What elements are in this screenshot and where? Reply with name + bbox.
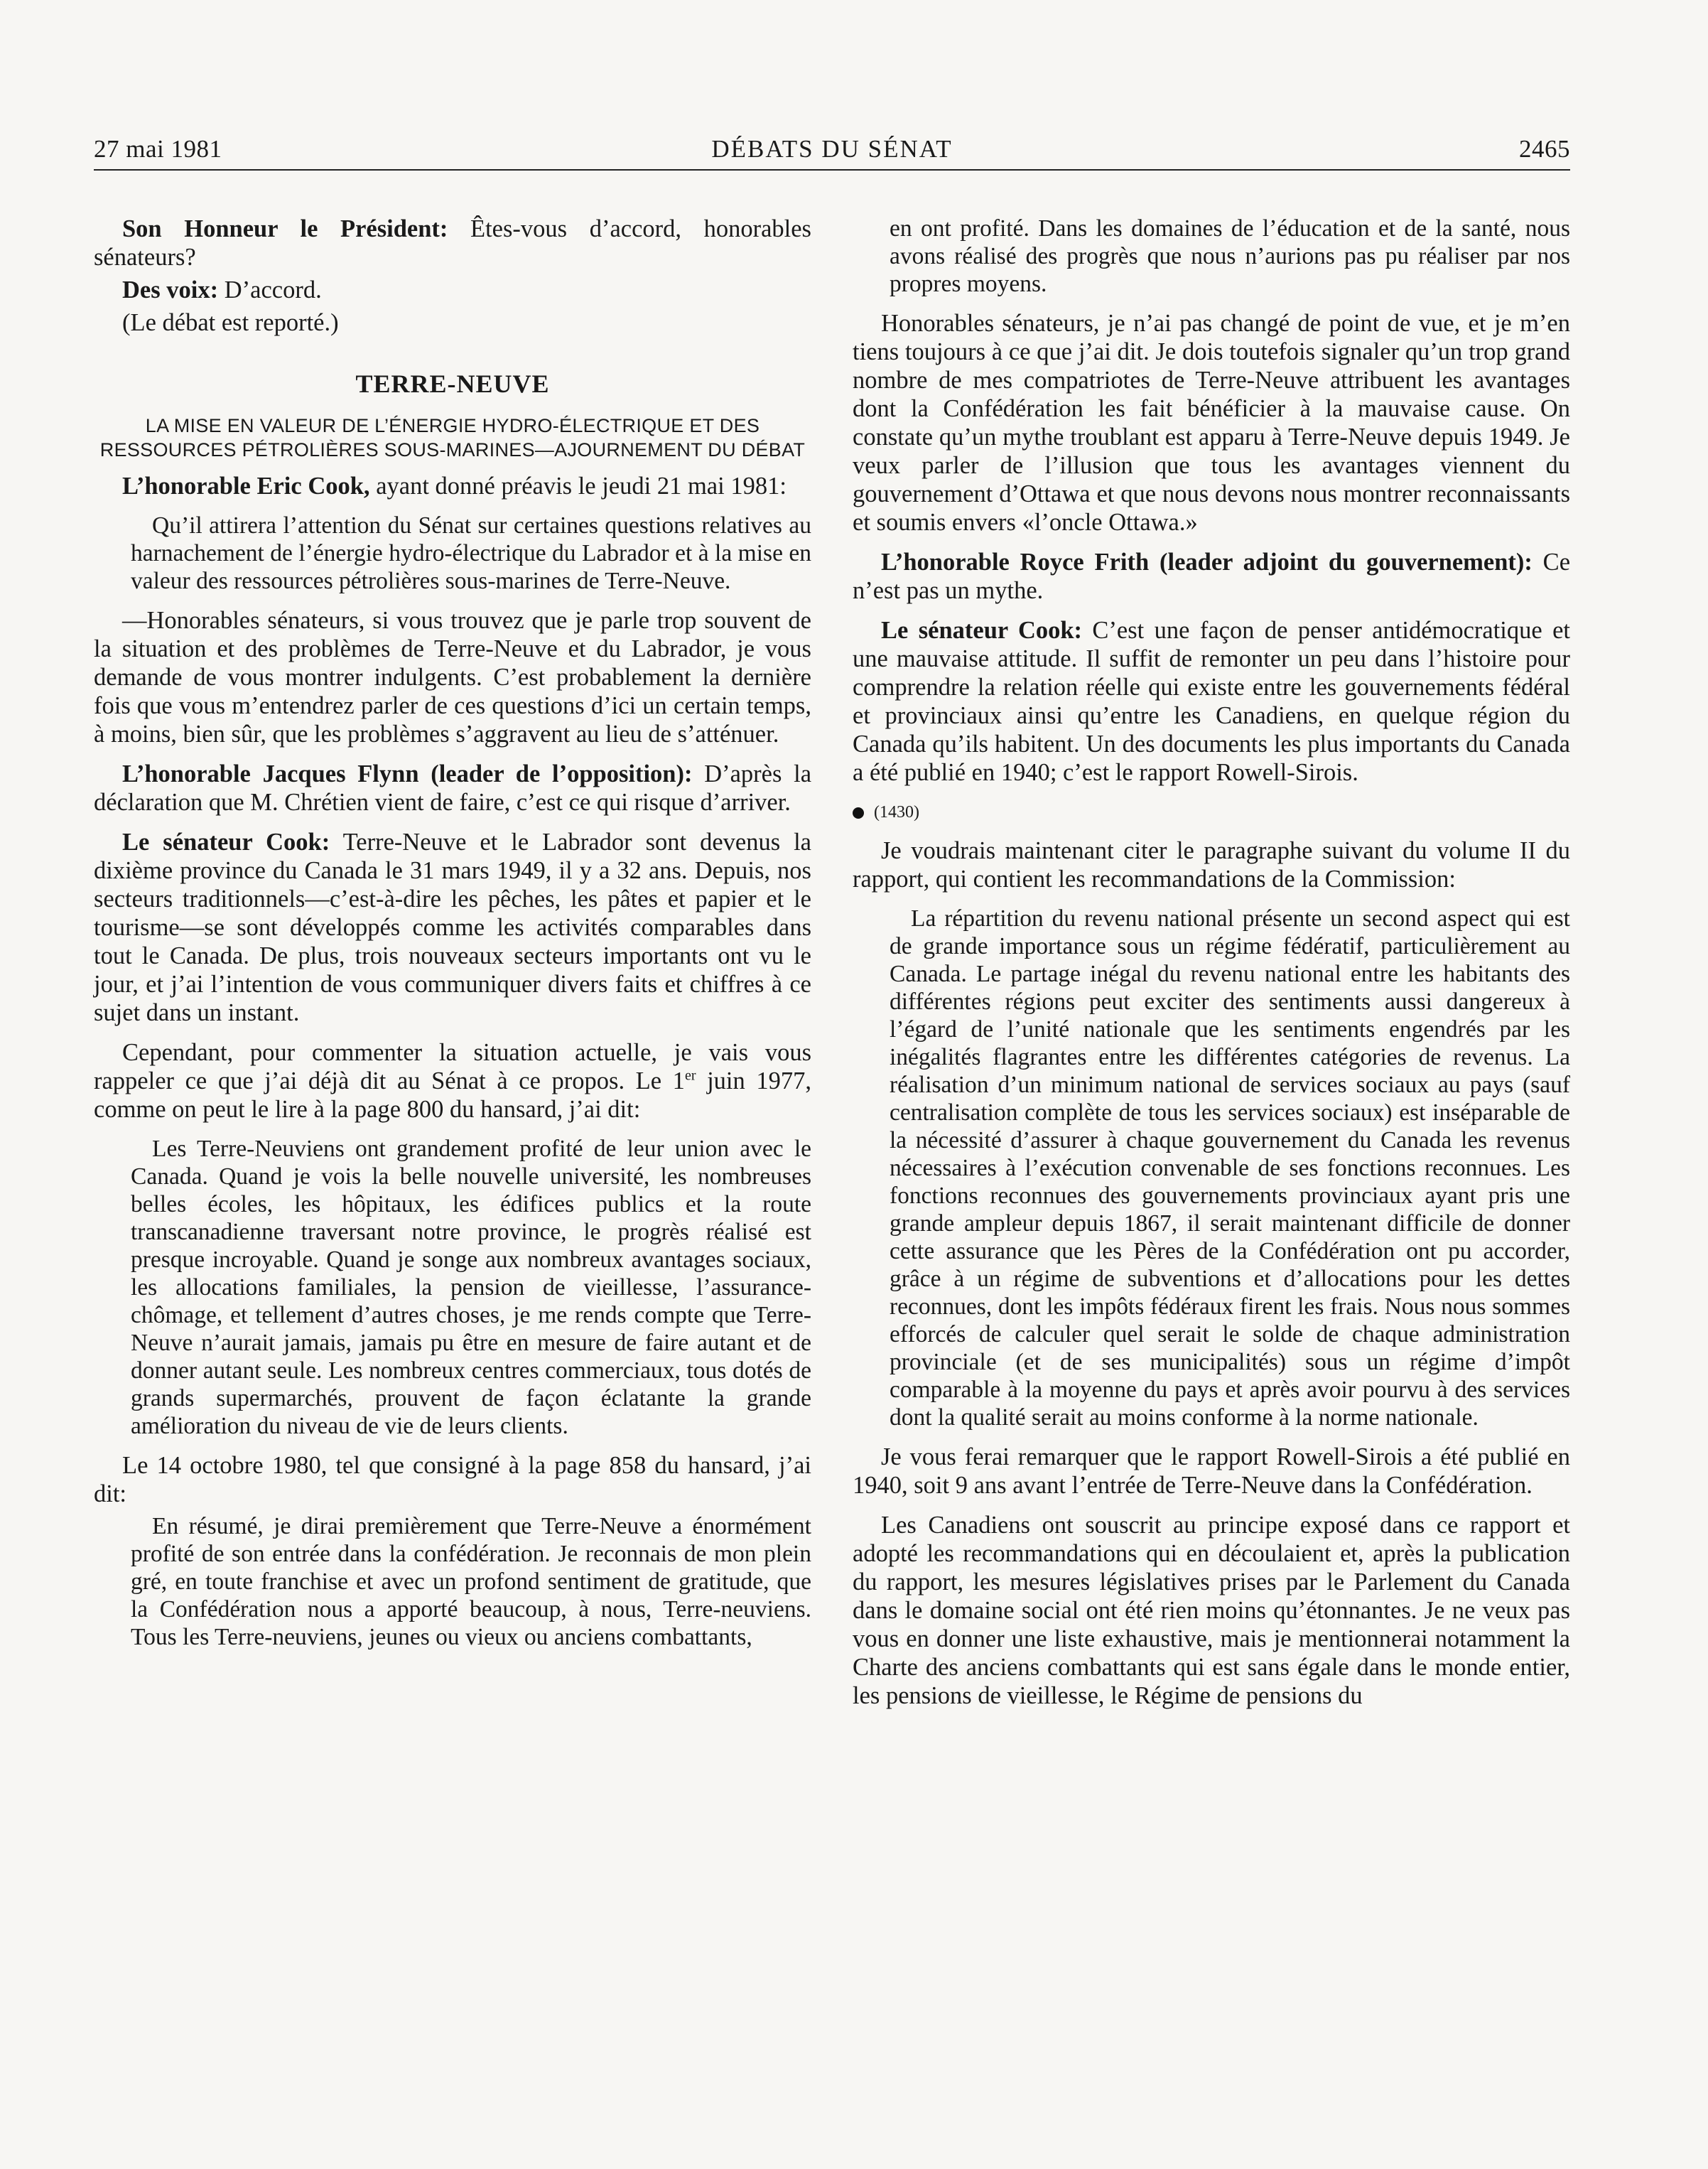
hansard-quote: Les Terre-Neuviens ont grandement profité de leur union avec le Canada. Quand je vois la belle nouvelle université, les nombreuses belles écoles, les hôpitaux, les édifices publics et la route transcanadienne traversant notre province, le progrès réalisé est presque incroyable. Quand je songe aux nombreux avantages sociaux, les allocations familiales, la pension de vieillesse, l’assurance-chômage, et tellement d’autres choses, je me rends compte que Terre-Neuve n’aurait jamais, jamais pu être en mesure de faire autant et de donner autant seule. Les nombreux centres commerciaux, tous dotés de grands supermarchés, prouvent de façon éclatante la grande amélioration du niveau de vie de leurs clients. (131, 1136, 811, 1439)
right-column (853, 215, 1570, 1721)
speech-text: juin 1977, comme on peut le lire à la page 800 du hansard, j’ai dit: (94, 1067, 811, 1123)
hansard-quote-continued: en ont profité. Dans les domaines de l’éducation et de la santé, nous avons réalisé des progrès que nous n’aurions pas pu réaliser par nos propres moyens. (890, 215, 1570, 297)
section-subheading: LA MISE EN VALEUR DE L’ÉNERGIE HYDRO-ÉLECTRIQUE ET DES RESSOURCES PÉTROLIÈRES SOUS-MARINES—AJOURNEMENT DU DÉBAT (99, 415, 806, 461)
speaker-name: Le sénateur Cook: (122, 829, 330, 856)
paragraph (94, 828, 811, 1027)
paragraph (94, 1038, 811, 1124)
paragraph (94, 760, 811, 817)
paragraph: Je vous ferai remarquer que le rapport Rowell-Sirois a été publié en 1940, soit 9 ans avant l’entrée de Terre-Neuve dans la Confédération. (853, 1443, 1570, 1499)
bullet-icon (853, 807, 864, 819)
time-marker (853, 798, 1570, 827)
paragraph (853, 548, 1570, 605)
paragraph: Les Canadiens ont souscrit au principe exposé dans ce rapport et adopté les recommandations qui en découlaient et, après la publication du rapport, les mesures législatives prises par le Parlement du Canada dans le domaine social ont été rien moins qu’étonnantes. Je ne veux pas vous en donner une liste exhaustive, mais je mentionnerai notamment la Charte des anciens combattants qui est sans égale dans le monde entier, les pensions de vieillesse, le Régime de pensions du (853, 1512, 1570, 1709)
report-quote: La répartition du revenu national présente un second aspect qui est de grande importance sous un régime fédératif, particulièrement au Canada. Le partage inégal du revenu national entre les habitants des différentes régions peut exciter des sentiments aussi dangereux à l’égard de l’unité nationale que les sentiments engendrés par les inégalités flagrantes entre les différentes catégories de revenus. La réalisation d’un minimum national de services sociaux au pays (sauf centralisation complète de tous les services sociaux) est inséparable de la nécessité d’assurer à chaque gouvernement du Canada les revenus nécessaires à l’exécution convenable de ses fonctions reconnues. Les fonctions reconnues des gouvernements provinciaux ayant pris une grande ampleur depuis 1867, il serait maintenant difficile de donner cette assurance que les Pères de la Confédération ont pu accorder, grâce à un régime de subventions et d’allocations pour les dettes reconnues, dont les impôts fédéraux firent les frais. Nous nous sommes efforcés de calculer quel serait le solde de chaque administration provinciale (et de ses municipalités) sous un régime d’impôt comparable à la moyenne du pays et après avoir pourvu à des services dont la qualité serait au moins conforme à la norme nationale. (890, 905, 1570, 1431)
page-header (94, 135, 1570, 171)
speech-text: Êtes-vous d’accord, honorables sénateurs? (94, 215, 811, 271)
paragraph: Honorables sénateurs, je n’ai pas changé de point de vue, et je m’en tiens toujours à ce que j’ai dit. Je dois toutefois signaler qu’un trop grand nombre de mes compatriotes de Terre-Neuve attribuent les avantages dont la Confédération les fait bénéficier à la mauvaise cause. On constate qu’un mythe troublant est apparu à Terre-Neuve depuis 1949. Je veux parler de l’illusion que tous les avantages viennent du gouvernement d’Ottawa et que nous devons nous montrer reconnaissants et soumis envers «l’oncle Ottawa.» (853, 310, 1570, 536)
header-date: 27 mai 1981 (94, 135, 222, 163)
speech-text: Ce n’est pas un mythe. (853, 549, 1571, 604)
paragraph (94, 215, 811, 271)
speech-text: Cependant, pour commenter la situation actuelle, je vais vous rappeler ce que j’ai déjà dit au Sénat à ce propos. Le 1 (94, 1039, 811, 1094)
section-heading: TERRE-NEUVE (355, 370, 550, 398)
speaker-name: L’honorable Eric Cook, (122, 473, 370, 500)
speech-text: C’est une façon de penser antidémocratique et une mauvaise attitude. Il suffit de remonter un peu dans l’histoire pour comprendre la relation réelle qui existe entre les gouvernements fédéral et provinciaux ainsi qu’entre les Canadiens, en quelque région du Canada qu’ils habitent. Un des documents les plus importants du Canada a été publié en 1940; c’est le rapport Rowell-Sirois. (853, 617, 1570, 786)
speech-text: D’après la déclaration que M. Chrétien vient de faire, c’est ce qui risque d’arriver. (94, 760, 812, 816)
speech-text: D’accord. (218, 276, 322, 303)
speaker-name: Le sénateur Cook: (881, 617, 1083, 644)
motion-quote: Qu’il attirera l’attention du Sénat sur certaines questions relatives au harnachement de l’énergie hydro-électrique du Labrador et à la mise en valeur des ressources pétrolières sous-marines de Terre-Neuve. (131, 512, 811, 594)
header-page-number: 2465 (1519, 135, 1570, 163)
speaker-name: Son Honneur le Président: (122, 215, 448, 242)
left-column (94, 215, 811, 1662)
speech-text: ayant donné préavis le jeudi 21 mai 1981: (369, 473, 787, 500)
paragraph (853, 616, 1570, 787)
speaker-name: L’honorable Jacques Flynn (leader de l’opposition): (122, 760, 693, 787)
ordinal-superscript: er (684, 1067, 696, 1084)
header-title: DÉBATS DU SÉNAT (711, 135, 953, 163)
procedural-note: (Le débat est reporté.) (122, 309, 339, 336)
hansard-quote: En résumé, je dirai premièrement que Terre-Neuve a énormément profité de son entrée dans la confédération. Je reconnais de mon plein gré, en toute franchise et avec un profond sentiment de gratitude, que la Confédération nous a apporté beaucoup, à nous, Terre-neuviens. Tous les Terre-neuviens, jeunes ou vieux ou anciens combattants, (131, 1513, 811, 1650)
speaker-name: Des voix: (122, 276, 219, 303)
paragraph (94, 472, 811, 500)
time-marker-text: (1430) (874, 803, 919, 822)
paragraph (94, 276, 811, 304)
speaker-name: L’honorable Royce Frith (leader adjoint du gouvernement): (881, 549, 1533, 576)
paragraph: Le 14 octobre 1980, tel que consigné à la page 858 du hansard, j’ai dit: (94, 1452, 811, 1507)
speech-text: Terre-Neuve et le Labrador sont devenus la dixième province du Canada le 31 mars 1949, il y a 32 ans. Depuis, nos secteurs traditionnels—c’est-à-dire les pêches, les pâtes et papier et le tourisme—se sont développés comme les activités comparables dans tout le Canada. De plus, trois nouveaux secteurs importants ont vu le jour, et j’ai l’intention de vous communiquer divers faits et chiffres à ce sujet dans un instant. (94, 829, 811, 1026)
paragraph: Je voudrais maintenant citer le paragraphe suivant du volume II du rapport, qui contient les recommandations de la Commission: (853, 837, 1570, 893)
paragraph: —Honorables sénateurs, si vous trouvez que je parle trop souvent de la situation et des problèmes de Terre-Neuve et du Labrador, je vous demande de vous montrer indulgents. C’est probablement la dernière fois que vous m’entendrez parler de ces questions d’ici un certain temps, à moins, bien sûr, que les problèmes s’aggravent au lieu de s’atténuer. (94, 607, 811, 748)
